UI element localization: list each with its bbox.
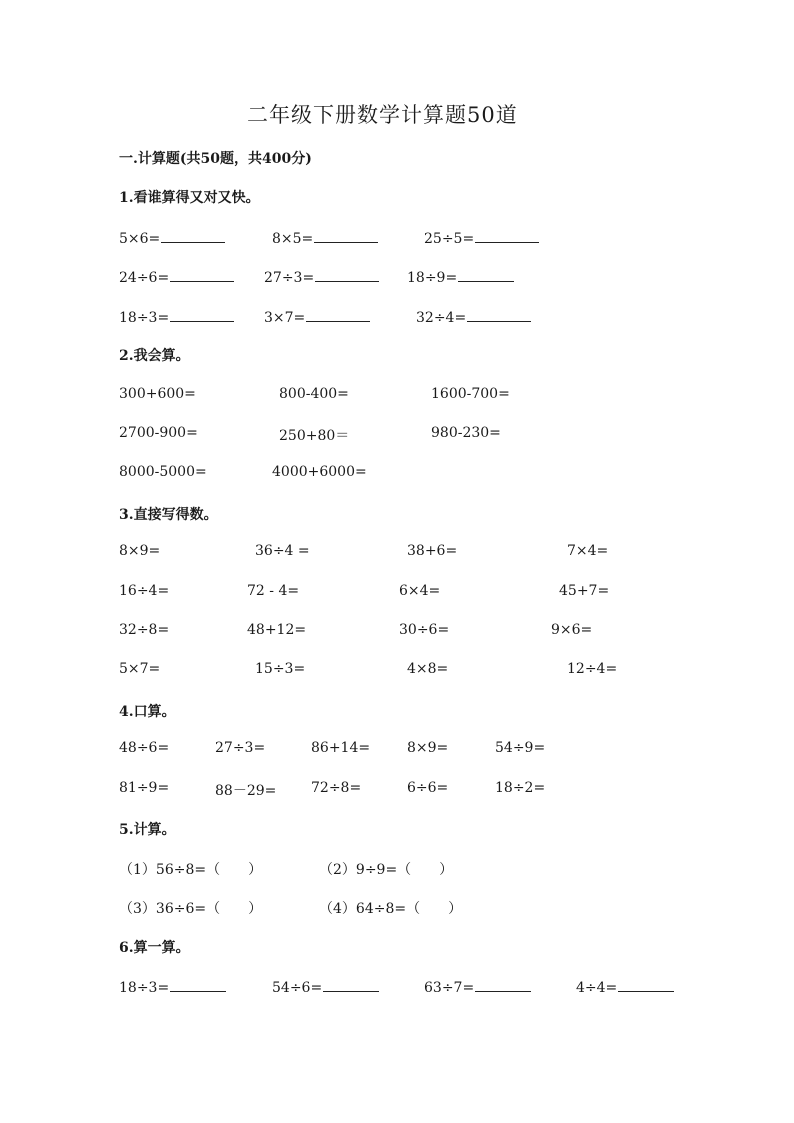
problem: 3×7= [264,307,370,326]
problem: 24÷6= [119,267,234,286]
problem: 7×4= [567,543,609,559]
problem: 6÷6= [407,780,449,796]
problem: 12÷4= [567,661,618,677]
problem: 1600-700= [431,386,510,402]
problem: 63÷7= [424,977,531,996]
problem: 86+14= [311,740,371,756]
problem: 54÷6= [272,977,379,996]
problem: 8000-5000= [119,464,207,480]
section-1-label: 1.看谁算得又对又快。 [119,190,260,206]
page-title: 二年级下册数学计算题50道 [247,103,518,127]
problem: 9×6= [551,622,593,638]
problem: 4×8= [407,661,449,677]
problem: 8×9= [119,543,161,559]
problem: 18÷2= [495,780,546,796]
problem: 16÷4= [119,583,170,599]
problem: 32÷8= [119,622,170,638]
problem: 27÷3= [215,740,266,756]
problem: 27÷3= [264,267,379,286]
problem: （2）9÷9=（ ） [319,862,454,878]
problem: 25÷5= [424,228,539,247]
answer-blank[interactable] [458,267,514,282]
problem: 72 - 4= [247,583,300,599]
problem: 18÷3= [119,977,226,996]
section-2-label: 2.我会算。 [119,348,190,364]
problem: 2700-900= [119,425,198,441]
section-6-label: 6.算一算。 [119,940,190,956]
answer-blank[interactable] [475,977,531,992]
section-4-label: 4.口算。 [119,704,176,720]
answer-blank[interactable] [306,307,370,322]
problem: 8×9= [407,740,449,756]
problem: 15÷3= [255,661,306,677]
problem: 4000+6000= [272,464,367,480]
section-3-label: 3.直接写得数。 [119,507,218,523]
answer-blank[interactable] [315,267,379,282]
problem: 800-400= [279,386,349,402]
problem: 300+600= [119,386,196,402]
problem: 980-230= [431,425,501,441]
answer-blank[interactable] [170,977,226,992]
section-heading: 一.计算题(共50题，共400分) [119,151,312,167]
problem: 38+6= [407,543,458,559]
problem: （1）56÷8=（ ） [119,862,263,878]
problem: 45+7= [559,583,610,599]
problem: 54÷9= [495,740,546,756]
answer-blank[interactable] [323,977,379,992]
answer-blank[interactable] [314,228,378,243]
problem: 36÷4 = [255,543,310,559]
answer-blank[interactable] [170,307,234,322]
problem: 8×5= [272,228,378,247]
answer-blank[interactable] [467,307,531,322]
problem: 32÷4= [416,307,531,326]
problem: 81÷9= [119,780,170,796]
problem: 30÷6= [399,622,450,638]
answer-blank[interactable] [170,267,234,282]
problem: 4÷4= [576,977,674,996]
problem: 6×4= [399,583,441,599]
problem: 72÷8= [311,780,362,796]
answer-blank[interactable] [161,228,225,243]
problem: 5×6= [119,228,225,247]
problem: 48÷6= [119,740,170,756]
problem: 18÷9= [407,267,514,286]
problem: （3）36÷6=（ ） [119,901,263,917]
problem: 48+12= [247,622,307,638]
answer-blank[interactable] [475,228,539,243]
problem: （4）64÷8=（ ） [319,901,463,917]
problem: 250+80＝ [279,428,350,444]
problem: 5×7= [119,661,161,677]
problem: 88－29= [215,783,277,799]
answer-blank[interactable] [618,977,674,992]
section-5-label: 5.计算。 [119,822,176,838]
problem: 18÷3= [119,307,234,326]
